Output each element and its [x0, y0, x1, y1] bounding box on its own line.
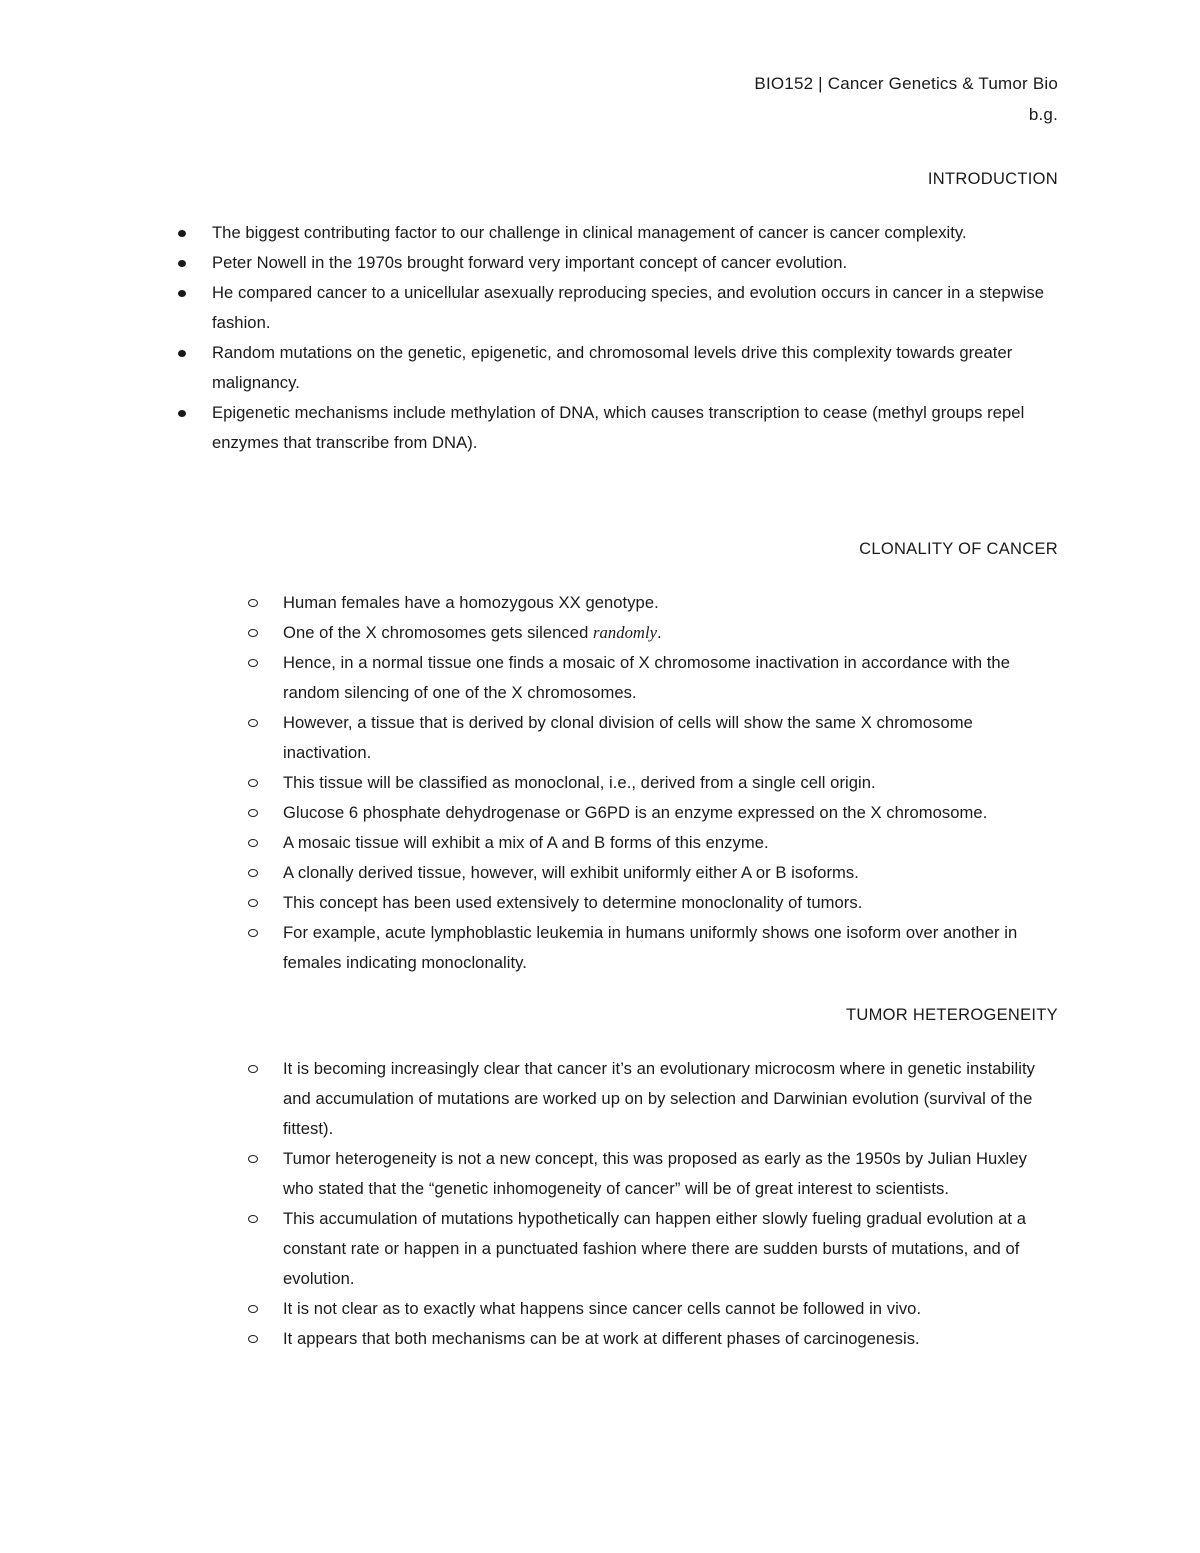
- list-item-text: It appears that both mechanisms can be at work at different phases of carcinogenesis.: [283, 1329, 920, 1348]
- bullet-disc-icon: [178, 350, 186, 357]
- bullet-circle-icon: [248, 1065, 258, 1073]
- bullet-circle-icon: [248, 599, 258, 607]
- course-header: BIO152 | Cancer Genetics & Tumor Bio: [754, 74, 1058, 93]
- list-item: [283, 708, 1058, 768]
- list-item: [283, 828, 1058, 858]
- list-item: [283, 1054, 1058, 1144]
- list-item: [283, 1144, 1058, 1204]
- list-item: [283, 768, 1058, 798]
- bullet-disc-icon: [178, 230, 186, 237]
- clonality-list: [283, 588, 1058, 978]
- list-item-text: Human females have a homozygous XX genotype.: [283, 593, 659, 612]
- bullet-circle-icon: [248, 659, 258, 667]
- bullet-circle-icon: [248, 719, 258, 727]
- list-item-text: This accumulation of mutations hypothetically can happen either slowly fueling gradual evolution at a constant rate or happen in a punctuated fashion where there are sudden bursts of mutations, and of evolution.: [283, 1209, 1026, 1288]
- list-item: [283, 858, 1058, 888]
- list-item: [212, 338, 1062, 398]
- list-item-text: Glucose 6 phosphate dehydrogenase or G6PD is an enzyme expressed on the X chromosome.: [283, 803, 988, 822]
- list-item: [283, 888, 1058, 918]
- bullet-circle-icon: [248, 899, 258, 907]
- emphasis-text: randomly: [593, 623, 658, 642]
- list-item: [283, 798, 1058, 828]
- list-item-text: Epigenetic mechanisms include methylation of DNA, which causes transcription to cease (methyl groups repel enzymes that transcribe from DNA).: [212, 403, 1025, 452]
- bullet-circle-icon: [248, 809, 258, 817]
- bullet-circle-icon: [248, 779, 258, 787]
- list-item-text: A clonally derived tissue, however, will exhibit uniformly either A or B isoforms.: [283, 863, 859, 882]
- list-item-text: The biggest contributing factor to our challenge in clinical management of cancer is cancer complexity.: [212, 223, 967, 242]
- list-item: [283, 618, 1058, 648]
- list-item-text: Peter Nowell in the 1970s brought forward very important concept of cancer evolution.: [212, 253, 848, 272]
- list-item: [212, 218, 1062, 248]
- list-item-text: This concept has been used extensively to determine monoclonality of tumors.: [283, 893, 863, 912]
- introduction-list: [212, 218, 1062, 458]
- bullet-circle-icon: [248, 1155, 258, 1163]
- list-item: [283, 648, 1058, 708]
- list-item: [283, 588, 1058, 618]
- bullet-circle-icon: [248, 929, 258, 937]
- heterogeneity-list: [283, 1054, 1058, 1354]
- bullet-disc-icon: [178, 290, 186, 297]
- list-item-text: Tumor heterogeneity is not a new concept, this was proposed as early as the 1950s by Julian Huxley who stated that the “genetic inhomogeneity of cancer” will be of great interest to scientists.: [283, 1149, 1028, 1198]
- list-item: [283, 1324, 1058, 1354]
- section-title-clonality: CLONALITY OF CANCER: [859, 540, 1058, 558]
- section-title-heterogeneity: TUMOR HETEROGENEITY: [846, 1006, 1058, 1024]
- list-item: [283, 918, 1058, 978]
- list-item-text: One of the X chromosomes gets silenced: [283, 623, 589, 642]
- list-item: [212, 398, 1062, 458]
- bullet-circle-icon: [248, 1305, 258, 1313]
- list-item: [212, 278, 1062, 338]
- bullet-circle-icon: [248, 1215, 258, 1223]
- list-item-text: Hence, in a normal tissue one finds a mosaic of X chromosome inactivation in accordance with the random silencing of one of the X chromosomes.: [283, 653, 1010, 702]
- list-item-text: It is not clear as to exactly what happens since cancer cells cannot be followed in vivo.: [283, 1299, 922, 1318]
- bullet-circle-icon: [248, 869, 258, 877]
- list-item-text: He compared cancer to a unicellular asexually reproducing species, and evolution occurs in cancer in a stepwise fashion.: [212, 283, 1044, 332]
- list-item-text: Random mutations on the genetic, epigenetic, and chromosomal levels drive this complexity towards greater malignancy.: [212, 343, 1013, 392]
- bullet-disc-icon: [178, 260, 186, 267]
- bullet-circle-icon: [248, 839, 258, 847]
- list-item-text: A mosaic tissue will exhibit a mix of A and B forms of this enzyme.: [283, 833, 769, 852]
- list-item-text: However, a tissue that is derived by clonal division of cells will show the same X chromosome inactivation.: [283, 713, 973, 762]
- author-initials: b.g.: [1028, 105, 1058, 124]
- bullet-circle-icon: [248, 629, 258, 637]
- list-item-punctuation: .: [657, 623, 662, 642]
- list-item-text: For example, acute lymphoblastic leukemia in humans uniformly shows one isoform over another in females indicating monoclonality.: [283, 923, 1018, 972]
- bullet-circle-icon: [248, 1335, 258, 1343]
- list-item: [212, 248, 1062, 278]
- section-title-introduction: INTRODUCTION: [927, 170, 1058, 188]
- list-item: [283, 1294, 1058, 1324]
- list-item-text: It is becoming increasingly clear that cancer it’s an evolutionary microcosm where in genetic instability and accumulation of mutations are worked up on by selection and Darwinian evolution (survival of the fittest).: [283, 1059, 1035, 1138]
- bullet-disc-icon: [178, 410, 186, 417]
- list-item: [283, 1204, 1058, 1294]
- list-item-text: This tissue will be classified as monoclonal, i.e., derived from a single cell origin.: [283, 773, 876, 792]
